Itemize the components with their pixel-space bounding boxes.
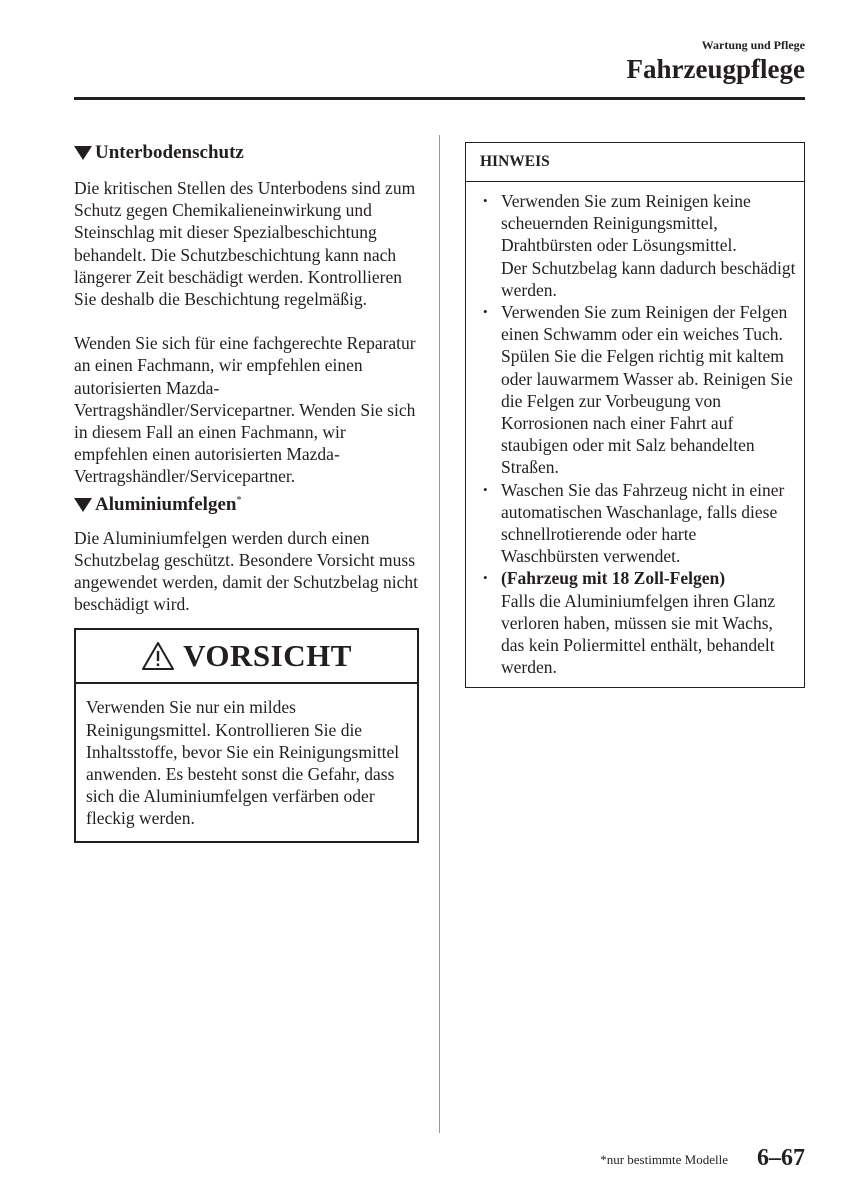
caution-text: Verwenden Sie nur ein mildes Reinigungsmittel. Kontrollieren Sie die Inhaltsstoffe, bevor Sie ein Reinigungsmittel anwenden. Es besteht sonst die Gefahr, dass sich die Aluminiumfelgen verfärben oder fleckig werden. <box>86 697 400 829</box>
underbody-paragraph-2: Wenden Sie sich für eine fachgerechte Reparatur an einen Fachmann, wir empfehlen einen autorisierten Mazda-Vertragshändler/Servicepartner. Wenden Sie sich in diesem Fall an einen Fachmann, wir empfehlen einen autorisierten Mazda-Vertragshändler/Servicepartner. <box>74 333 416 487</box>
right-column <box>465 142 805 688</box>
note-item <box>480 190 796 301</box>
section-title: Wartung und Pflege <box>701 38 805 52</box>
alloy-heading-text: Aluminiumfelgen <box>95 493 237 515</box>
note-item <box>480 301 796 479</box>
caution-body <box>76 684 417 840</box>
caution-label: VORSICHT <box>183 638 352 674</box>
note-item-text: Falls die Aluminiumfelgen ihren Glanz verloren haben, müssen sie mit Wachs, das kein Poliermittel enthält, behandelt werden. <box>501 590 776 678</box>
note-item-text: • Waschen Sie das Fahrzeug nicht in einer automatischen Waschanlage, falls diese schnellrotierende oder harte Waschbürsten verwendet. <box>501 479 785 567</box>
note-heading: HINWEIS <box>466 143 804 182</box>
underbody-paragraph-1: Die kritischen Stellen des Unterbodens sind zum Schutz gegen Chemikalieneinwirkung und Steinschlag mit dieser Spezialbeschichtung behandelt. Die Schutzbeschichtung kann nach längerer Zeit beschädigt werden. Kontrollieren Sie deshalb die Beschichtung regelmäßig. <box>74 178 416 310</box>
caution-box <box>74 628 419 842</box>
column-divider <box>439 135 440 1133</box>
triangle-down-icon <box>74 498 92 512</box>
note-body <box>466 182 804 687</box>
note-item <box>480 479 796 568</box>
footnote: *nur bestimmte Modelle <box>600 1152 728 1167</box>
note-list <box>480 190 796 678</box>
underbody-heading <box>74 140 419 166</box>
page-number: 6–67 <box>757 1145 805 1171</box>
warning-triangle-icon <box>141 641 175 671</box>
header-rule <box>74 97 805 100</box>
alloy-heading <box>74 492 419 518</box>
model-asterisk: * <box>236 494 242 506</box>
note-item-text: Der Schutzbelag kann dadurch beschädigt werden. <box>501 257 796 300</box>
caution-header <box>76 630 417 684</box>
note-item-text: • Verwenden Sie zum Reinigen keine scheuernden Reinigungsmittel, Drahtbürsten oder Lösungsmittel. <box>501 191 751 256</box>
underbody-heading-text: Unterbodenschutz <box>95 142 244 163</box>
note-box <box>465 142 805 688</box>
note-item-text: Spülen Sie die Felgen richtig mit kaltem oder lauwarmem Wasser ab. Reinigen Sie die Felgen zur Vorbeugung von Korrosionen nach einer Fahrt auf staubigen oder mit Salz behandelten Straßen. <box>501 346 793 478</box>
left-column <box>74 140 419 843</box>
triangle-down-icon <box>74 146 92 160</box>
note-item-text: • Verwenden Sie zum Reinigen der Felgen einen Schwamm oder ein weiches Tuch. <box>501 302 788 345</box>
page-title: Fahrzeugpflege <box>626 54 805 84</box>
alloy-paragraph: Die Aluminiumfelgen werden durch einen Schutzbelag geschützt. Besondere Vorsicht muss angewendet werden, damit der Schutzbelag nicht beschädigt wird. <box>74 527 419 615</box>
note-item-condition: • (Fahrzeug mit 18 Zoll-Felgen) <box>501 568 726 589</box>
note-item <box>480 567 796 678</box>
